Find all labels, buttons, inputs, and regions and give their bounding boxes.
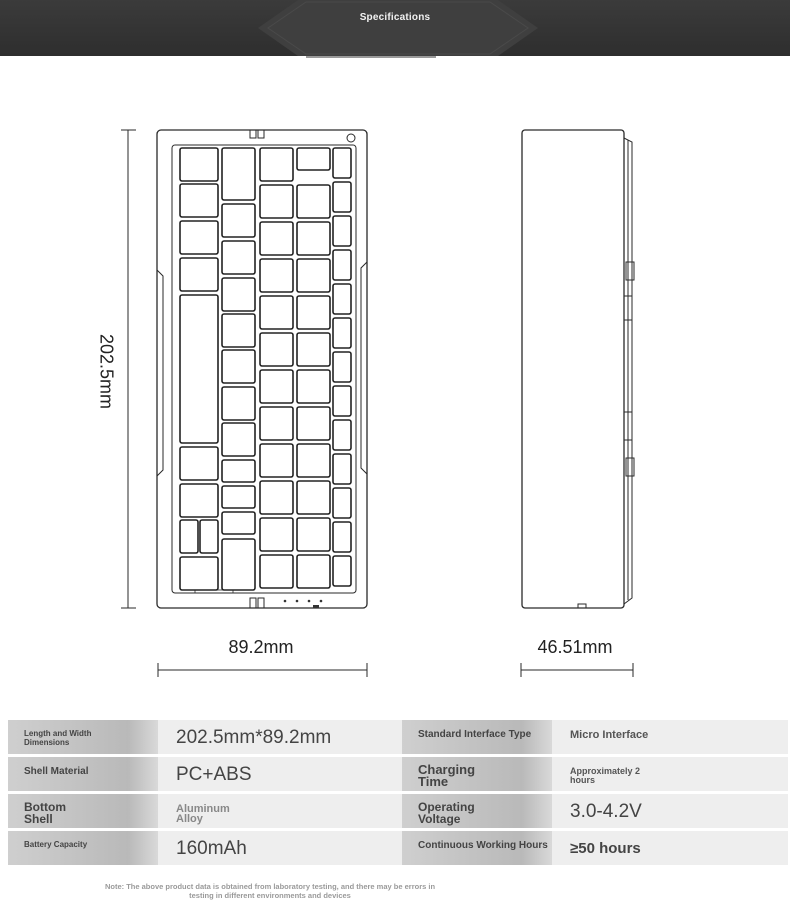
spec-row — [8, 720, 788, 754]
key — [260, 481, 293, 514]
spec-value: 160mAh — [176, 838, 247, 859]
key — [260, 222, 293, 255]
key — [297, 518, 330, 551]
key — [260, 259, 293, 292]
spec-label: Standard Interface Type — [418, 729, 532, 740]
spec-label-cell — [402, 794, 552, 828]
spec-value-cell — [158, 831, 402, 865]
spec-label: Shell Material — [24, 766, 89, 777]
spec-value-cell — [158, 794, 402, 828]
key — [333, 318, 351, 348]
key — [297, 407, 330, 440]
spec-label-cell — [8, 794, 158, 828]
key — [222, 278, 255, 311]
spec-row — [8, 757, 788, 791]
spec-value: Aluminum Alloy — [176, 803, 230, 825]
key — [333, 420, 351, 450]
spec-value-cell — [158, 720, 402, 754]
key — [333, 556, 351, 586]
spec-label-cell — [402, 831, 552, 865]
key — [222, 350, 255, 383]
key — [297, 555, 330, 588]
key — [222, 314, 255, 347]
keyboard-side-view — [522, 130, 634, 608]
key — [333, 352, 351, 382]
spec-label: Bottom Shell — [24, 800, 66, 826]
key — [222, 423, 255, 456]
spec-value: ≥50 hours — [570, 840, 641, 857]
spec-value-cell — [552, 720, 788, 754]
key — [260, 370, 293, 403]
spec-label-cell — [402, 720, 552, 754]
key — [260, 407, 293, 440]
spec-value-cell — [158, 757, 402, 791]
key — [297, 148, 330, 170]
key — [297, 444, 330, 477]
key — [297, 481, 330, 514]
spec-label-cell — [8, 757, 158, 791]
key — [333, 284, 351, 314]
key — [260, 555, 293, 588]
key — [180, 148, 218, 181]
spec-label: Length and Width Dimensions — [24, 729, 92, 747]
spec-value: 3.0-4.2V — [570, 801, 642, 822]
key — [260, 296, 293, 329]
spec-value: PC+ABS — [176, 764, 252, 785]
height-dimension-label: 202.5mm — [96, 333, 117, 410]
key — [222, 486, 255, 508]
key — [180, 484, 218, 517]
banner-title: Specifications — [359, 12, 431, 23]
key — [333, 454, 351, 484]
width-dimension-label: 89.2mm — [228, 637, 294, 657]
key — [180, 258, 218, 291]
key — [297, 259, 330, 292]
spec-value-cell — [552, 757, 788, 791]
spec-label: Continuous Working Hours — [418, 840, 548, 851]
key — [260, 518, 293, 551]
spec-value-cell — [552, 831, 788, 865]
key — [333, 148, 351, 178]
key — [180, 221, 218, 254]
spec-value: Micro Interface — [570, 729, 649, 741]
spec-row — [8, 831, 788, 865]
key — [297, 333, 330, 366]
spec-value-cell — [552, 794, 788, 828]
spec-label-cell — [402, 757, 552, 791]
spec-value: 202.5mm*89.2mm — [176, 727, 332, 748]
key — [260, 148, 293, 181]
depth-dimension-label: 46.51mm — [537, 637, 613, 657]
key — [222, 460, 255, 482]
key — [222, 539, 255, 590]
spec-label: Battery Capacity — [24, 840, 88, 849]
key — [333, 522, 351, 552]
key — [297, 370, 330, 403]
key — [333, 488, 351, 518]
status-leds — [284, 600, 323, 608]
key — [222, 148, 255, 200]
spec-label: Charging Time — [418, 762, 476, 789]
key — [333, 250, 351, 280]
key — [180, 447, 218, 480]
key — [222, 204, 255, 237]
key — [222, 387, 255, 420]
spec-value: Approximately 2 hours — [570, 766, 641, 785]
spec-row — [8, 794, 788, 828]
key — [297, 296, 330, 329]
key-grid — [180, 148, 351, 590]
key — [200, 520, 218, 553]
key — [260, 333, 293, 366]
key — [297, 222, 330, 255]
key — [222, 512, 255, 534]
spec-label: Operating Voltage — [418, 800, 475, 826]
spec-label-cell — [8, 720, 158, 754]
key — [180, 295, 218, 443]
key — [260, 185, 293, 218]
key — [333, 216, 351, 246]
key — [180, 184, 218, 217]
spec-label-cell — [8, 831, 158, 865]
key — [180, 557, 218, 590]
key — [333, 386, 351, 416]
key — [333, 182, 351, 212]
key — [180, 520, 198, 553]
key — [260, 444, 293, 477]
key — [222, 241, 255, 274]
key — [297, 185, 330, 218]
disclaimer-note: Note: The above product data is obtained from laboratory testing, and there may be errors in testing in different environments and devices — [104, 882, 436, 900]
